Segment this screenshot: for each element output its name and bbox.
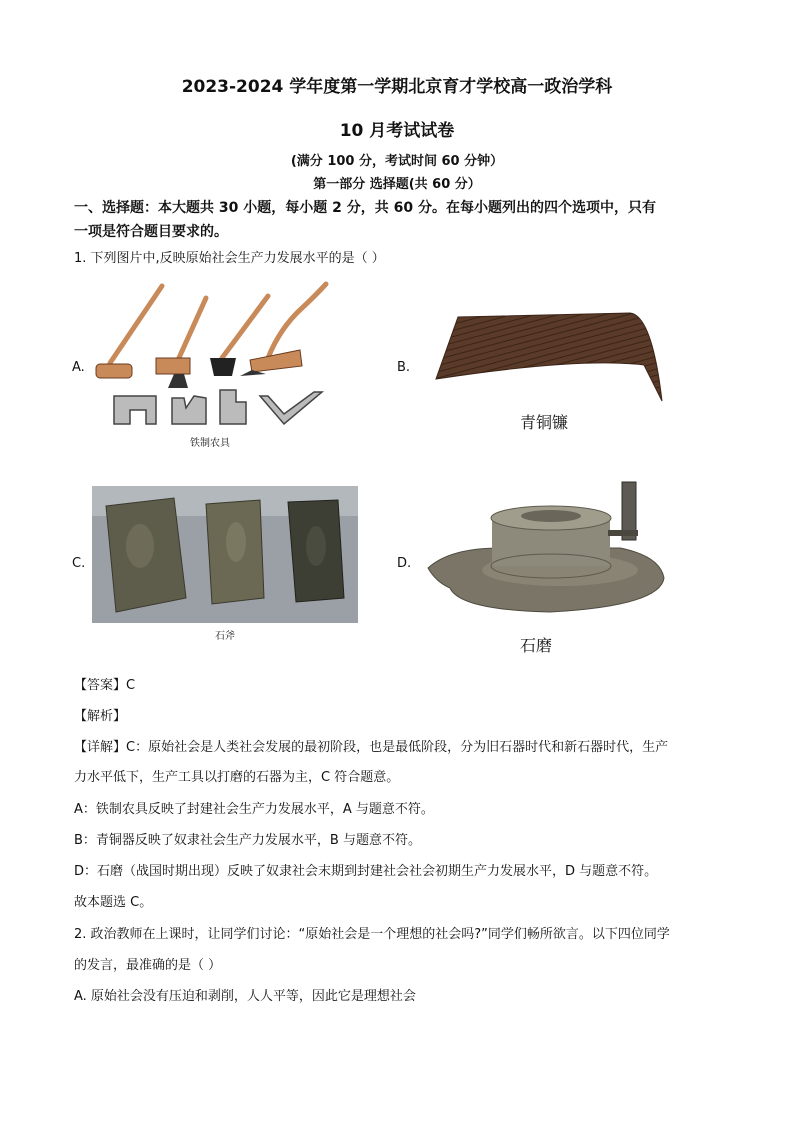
conclusion-line: 故本题选 C。 bbox=[74, 895, 153, 910]
option-b-caption: 青铜镰 bbox=[520, 413, 569, 432]
exam-title-line1: 2023-2024 学年度第一学期北京育才学校高一政治学科 bbox=[181, 77, 613, 97]
section-instruction-line1: 一、选择题：本大题共 30 小题，每小题 2 分，共 60 分。在每小题列出的四个选项中，只有 bbox=[74, 200, 656, 216]
detail-line-2: 力水平低下，生产工具以打磨的石器为主，C 符合题意。 bbox=[74, 770, 400, 785]
section-instruction-line2: 一项是符合题目要求的。 bbox=[74, 224, 228, 240]
question-2-option-a: A. 原始社会没有压迫和剥削，人人平等，因此它是理想社会 bbox=[74, 989, 416, 1004]
option-c-caption: 石斧 bbox=[215, 631, 235, 642]
bronze-sickle-icon bbox=[430, 305, 670, 405]
option-d-label: D. bbox=[397, 556, 412, 571]
analysis-d: D：石磨（战国时期出现）反映了奴隶社会末期到封建社会社会初期生产力发展水平，D 与题意不符。 bbox=[74, 864, 658, 879]
option-d-caption: 石磨 bbox=[520, 636, 553, 655]
answer-line: 【答案】C bbox=[74, 678, 136, 693]
option-a-caption: 铁制农具 bbox=[190, 438, 230, 449]
stone-axes-icon bbox=[92, 486, 358, 623]
option-c-label: C. bbox=[72, 556, 86, 571]
analysis-title: 【解析】 bbox=[74, 709, 127, 724]
exam-title-line2: 10 月考试试卷 bbox=[339, 121, 455, 141]
analysis-b: B：青铜器反映了奴隶社会生产力发展水平，B 与题意不符。 bbox=[74, 833, 421, 848]
question-1-stem: 1. 下列图片中,反映原始社会生产力发展水平的是（ ） bbox=[74, 251, 385, 266]
question-2-stem-line2: 的发言，最准确的是（ ） bbox=[74, 958, 222, 973]
analysis-a: A：铁制农具反映了封建社会生产力发展水平，A 与题意不符。 bbox=[74, 802, 434, 817]
option-b-label: B. bbox=[397, 360, 411, 375]
detail-line-1: 【详解】C：原始社会是人类社会发展的最初阶段，也是最低阶段，分为旧石器时代和新石器时代，生产 bbox=[74, 740, 669, 755]
part-heading: 第一部分 选择题(共 60 分） bbox=[313, 177, 481, 192]
iron-tools-icon bbox=[90, 278, 340, 428]
stone-mill-icon bbox=[420, 478, 670, 623]
exam-meta: (满分 100 分，考试时间 60 分钟） bbox=[290, 154, 504, 169]
question-2-stem-line1: 2. 政治教师在上课时，让同学们讨论：“原始社会是一个理想的社会吗?”同学们畅所欲言。以下四位同学 bbox=[74, 927, 670, 942]
option-a-label: A. bbox=[72, 360, 85, 375]
